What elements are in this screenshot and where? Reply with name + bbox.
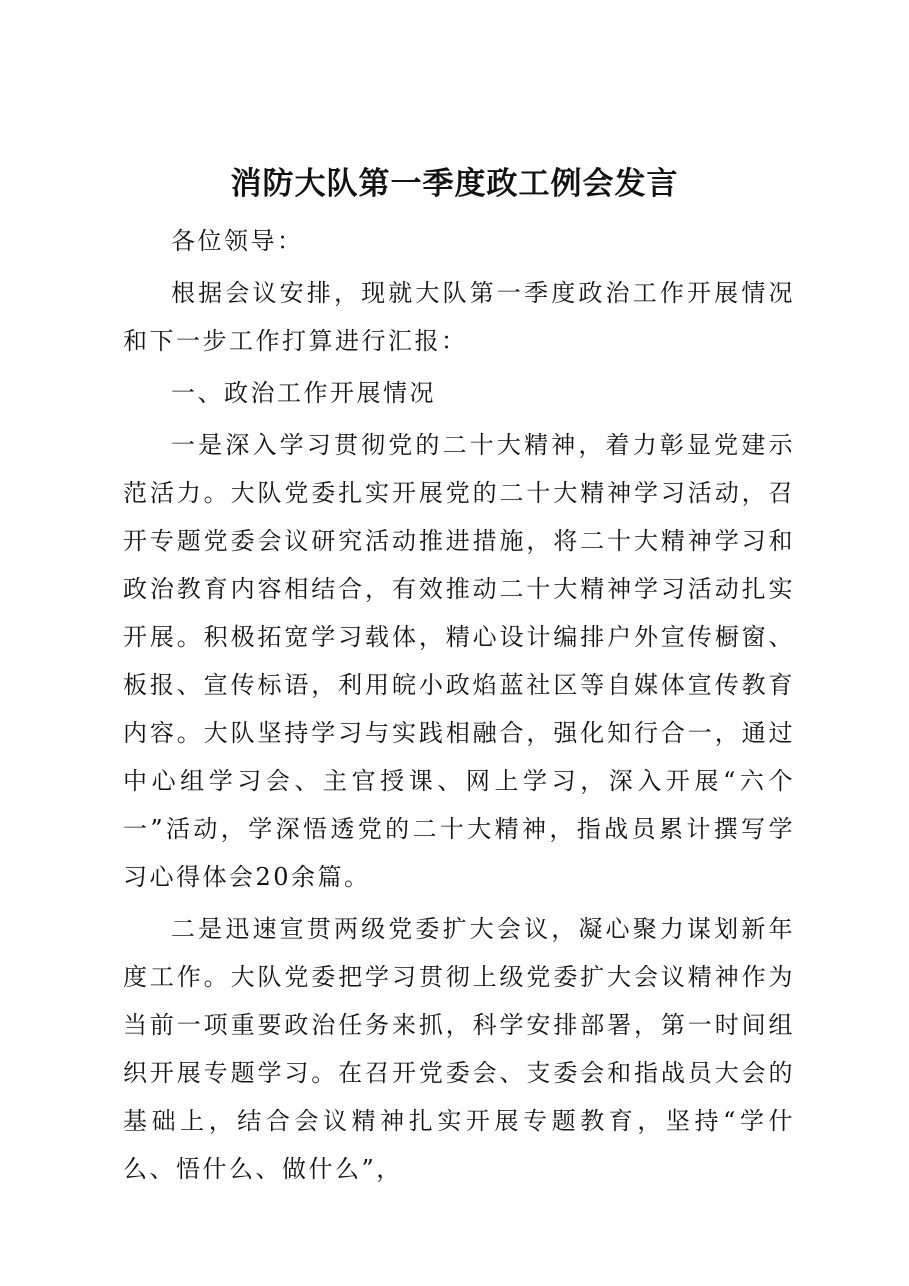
intro-paragraph: 根据会议安排，现就大队第一季度政治工作开展情况和下一步工作打算进行汇报： (123, 279, 795, 355)
document-title: 消防大队第一季度政工例会发言 (230, 166, 679, 202)
body-paragraph: 一是深入学习贯彻党的二十大精神，着力彰显党建示范活力。大队党委扎实开展党的二十大精神学习活动，召开专题党委会议研究活动推进措施，将二十大精神学习和政治教育内容相结合，有效推动二十大精神学习活动扎实开展。积极拓宽学习载体，精心设计编排户外宣传橱窗、板报、宣传标语，利用皖小政焰蓝社区等自媒体宣传教育内容。大队坚持学习与实践相融合，强化知行合一，通过中心组学习会、主官授课、网上学习，深入开展“六个一”活动，学深悟透党的二十大精神，指战员累计撰写学习心得体会20余篇。 (123, 431, 795, 891)
section-heading: 一、政治工作开展情况 (171, 379, 436, 407)
salutation-paragraph: 各位领导： (171, 227, 304, 255)
body-paragraph: 二是迅速宣贯两级党委扩大会议，凝心聚力谋划新年度工作。大队党委把学习贯彻上级党委扩大会议精神作为当前一项重要政治任务来抓，科学安排部署，第一时间组织开展专题学习。在召开党委会、支委会和指战员大会的基础上，结合会议精神扎实开展专题教育，坚持“学什么、悟什么、做什么”， (123, 915, 795, 1183)
document-body (123, 217, 795, 1193)
